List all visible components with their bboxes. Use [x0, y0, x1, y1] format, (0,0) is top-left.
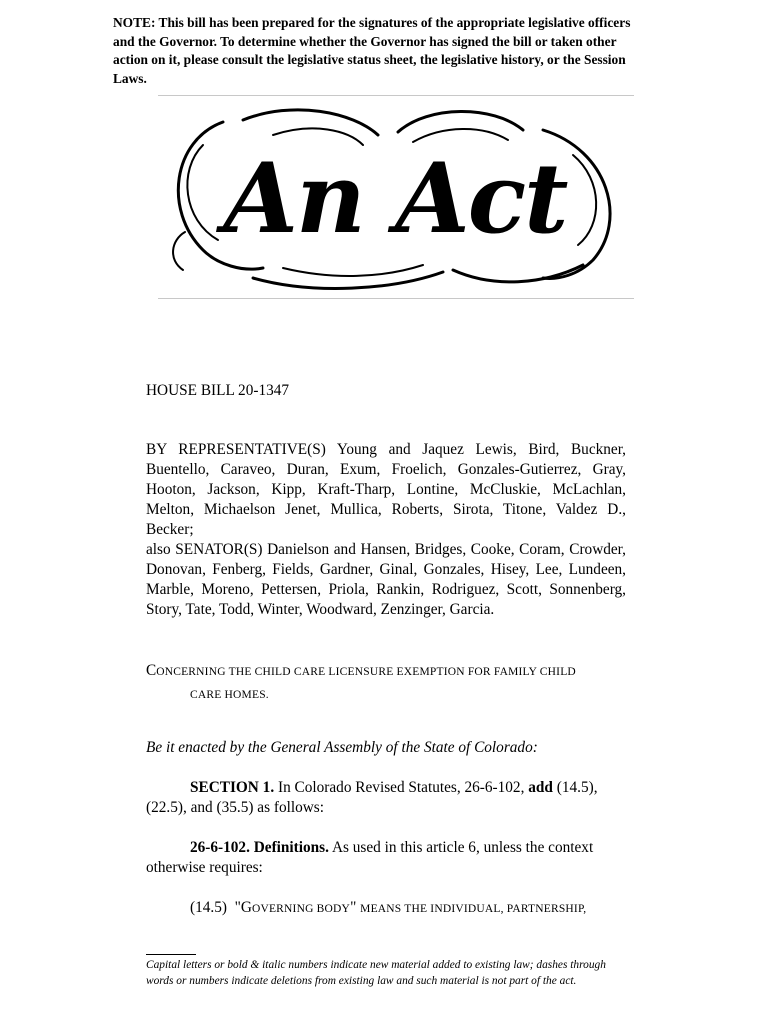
- title-line-2: CARE HOMES.: [190, 689, 269, 701]
- open-quote: ": [234, 899, 241, 916]
- an-act-logo-text: An Act: [223, 142, 567, 255]
- paragraph-text: MEANS THE INDIVIDUAL, PARTNERSHIP,: [360, 903, 587, 915]
- footnote-divider: [146, 954, 196, 955]
- definitions-text: As used in this article 6, unless the context otherwise requires:: [146, 839, 594, 876]
- section-1-heading: SECTION 1.: [190, 779, 275, 796]
- bill-title: [146, 660, 626, 706]
- close-quote: ": [350, 899, 357, 916]
- senators-list: also SENATOR(S) Danielson and Hansen, Bridges, Cooke, Coram, Crowder, Donovan, Fenberg, Fields, Gardner, Ginal, Gonzales, Hisey, Lee, Lundeen, Marble, Moreno, Pettersen, Priola, Rankin, Rodriguez, Scott, Sonnenberg, Story, Tate, Todd, Winter, Woodward, Zenzinger, Garcia.: [146, 541, 626, 618]
- section-1-text-after: (14.5), (22.5), and (35.5) as follows:: [146, 779, 598, 816]
- paragraph-number: (14.5): [190, 899, 227, 916]
- section-1-text-before: In Colorado Revised Statutes, 26-6-102,: [277, 779, 525, 796]
- footnote: Capital letters or bold & italic numbers indicate new material added to existing law; dashes through words or numbers indicate deletions from existing law and such material is not part of the act.: [146, 959, 606, 987]
- an-act-logo: [163, 100, 633, 295]
- definitions-heading: 26-6-102. Definitions.: [190, 839, 329, 856]
- term-first-letter: G: [240, 899, 252, 916]
- title-first-letter: C: [146, 662, 157, 679]
- sponsors-block: [146, 440, 626, 620]
- term-rest: OVERNING BODY: [251, 903, 351, 915]
- header-divider-bottom: [158, 298, 634, 299]
- section-1: [146, 778, 626, 818]
- paragraph-14-5: [146, 898, 626, 919]
- signature-note: NOTE: This bill has been prepared for the signatures of the appropriate legislative officers and the Governor. To determine whether the Governor has signed the bill or taken other action on it, please consult the legislative status sheet, the legislative history, or the Session Laws.: [113, 15, 631, 86]
- header-divider-top: [158, 95, 634, 96]
- representatives-list: BY REPRESENTATIVE(S) Young and Jaquez Lewis, Bird, Buckner, Buentello, Caraveo, Duran, Exum, Froelich, Gonzales-Gutierrez, Gray, Hooton, Jackson, Kipp, Kraft-Tharp, Lontine, McCluskie, McLachlan, Melton, Michaelson Jenet, Mullica, Roberts, Sirota, Titone, Valdez D., Becker;: [146, 441, 626, 538]
- enacting-clause: Be it enacted by the General Assembly of the State of Colorado:: [146, 739, 538, 756]
- title-line-1: ONCERNING THE CHILD CARE LICENSURE EXEMPTION FOR FAMILY CHILD: [156, 666, 576, 678]
- bill-number: HOUSE BILL 20-1347: [146, 382, 290, 399]
- definitions-section: [146, 838, 626, 878]
- section-1-keyword: add: [528, 779, 553, 796]
